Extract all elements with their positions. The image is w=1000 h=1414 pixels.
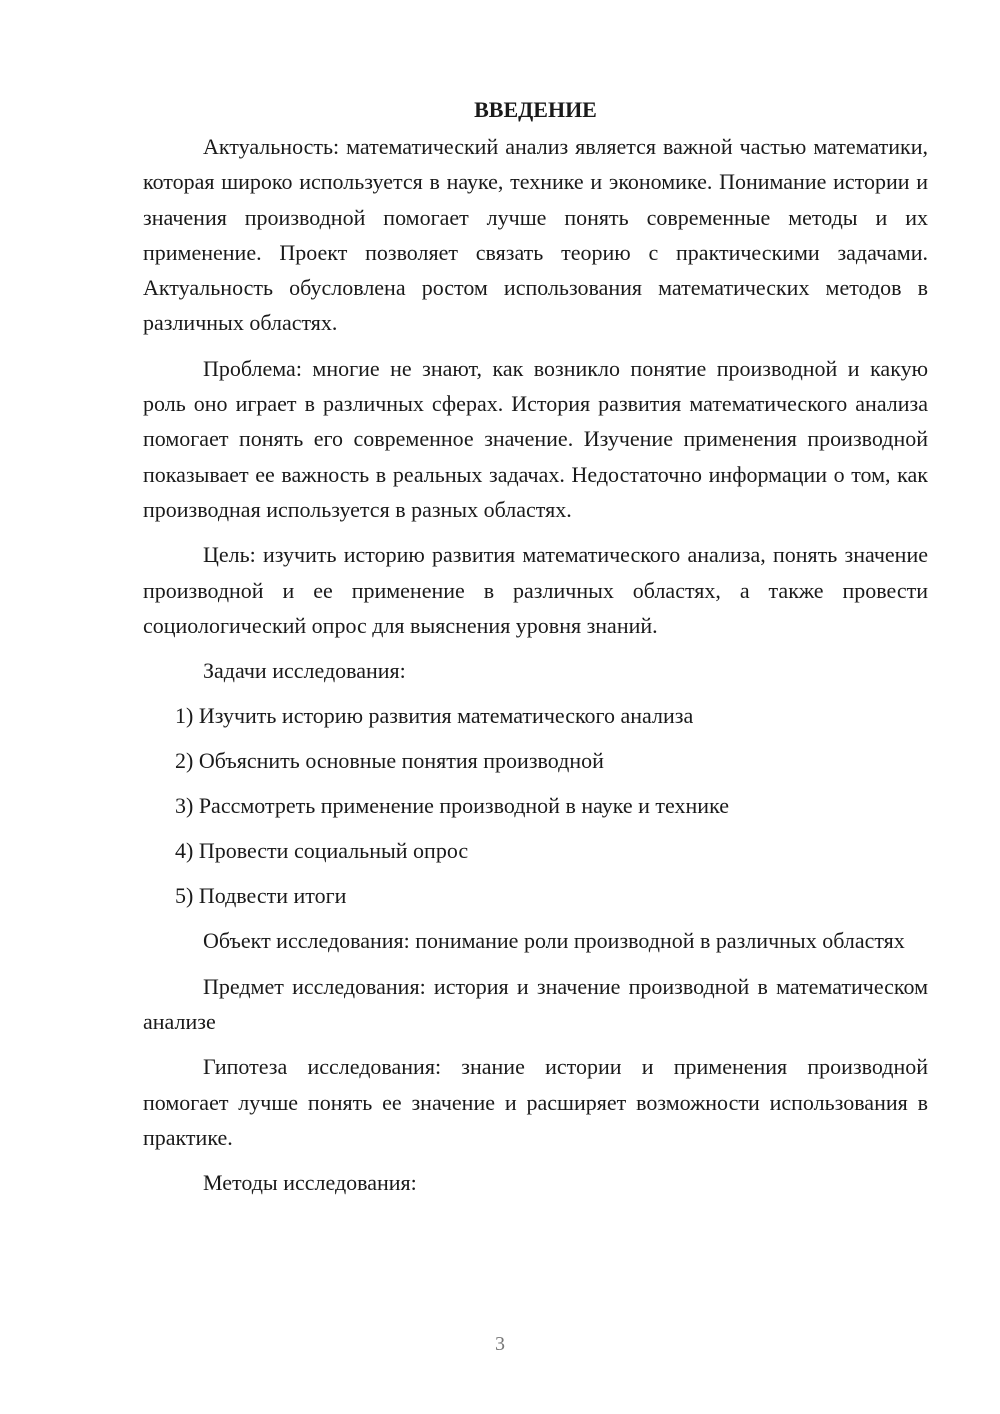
section-heading: ВВЕДЕНИЕ [474,97,597,122]
paragraph-relevance: Актуальность: математический анализ является важной частью математики, которая широко используется в науке, технике и экономике. Понимание истории и значения производной помогает лучше понять современные методы и их применение. Проект позволяет связать теорию с практическими задачами. Актуальность обусловлена ростом использования математических методов в различных областях. [143,134,928,336]
list-item: 3) Рассмотреть применение производной в науке и технике [175,793,729,819]
list-item: 1) Изучить историю развития математического анализа [175,703,694,729]
paragraph-problem: Проблема: многие не знают, как возникло понятие производной и какую роль оно играет в различных сферах. История развития математического анализа помогает понять его современное значение. Изучение применения производной показывает ее важность в реальных задачах. Недостаточно информации о том, как производная используется в разных областях. [143,355,928,522]
paragraph-goal: Цель: изучить историю развития математического анализа, понять значение производной и ее применение в различных областях, а также провести социологический опрос для выяснения уровня знаний. [143,542,928,638]
list-item: 4) Провести социальный опрос [175,838,469,864]
paragraph-object: Объект исследования: понимание роли производной в различных областях [203,928,905,954]
list-item: 2) Объяснить основные понятия производной [175,748,604,774]
document-page [143,92,928,1211]
tasks-list [143,698,928,913]
tasks-heading: Задачи исследования: [203,658,406,684]
list-item: 5) Подвести итоги [175,883,347,909]
page-number: 3 [495,1333,505,1355]
paragraph-subject: Предмет исследования: история и значение производной в математическом анализе [143,973,928,1035]
paragraph-hypothesis: Гипотеза исследования: знание истории и применения производной помогает лучше понять ее значение и расширяет возможности использования в практике. [143,1054,928,1150]
methods-heading: Методы исследования: [203,1170,417,1196]
